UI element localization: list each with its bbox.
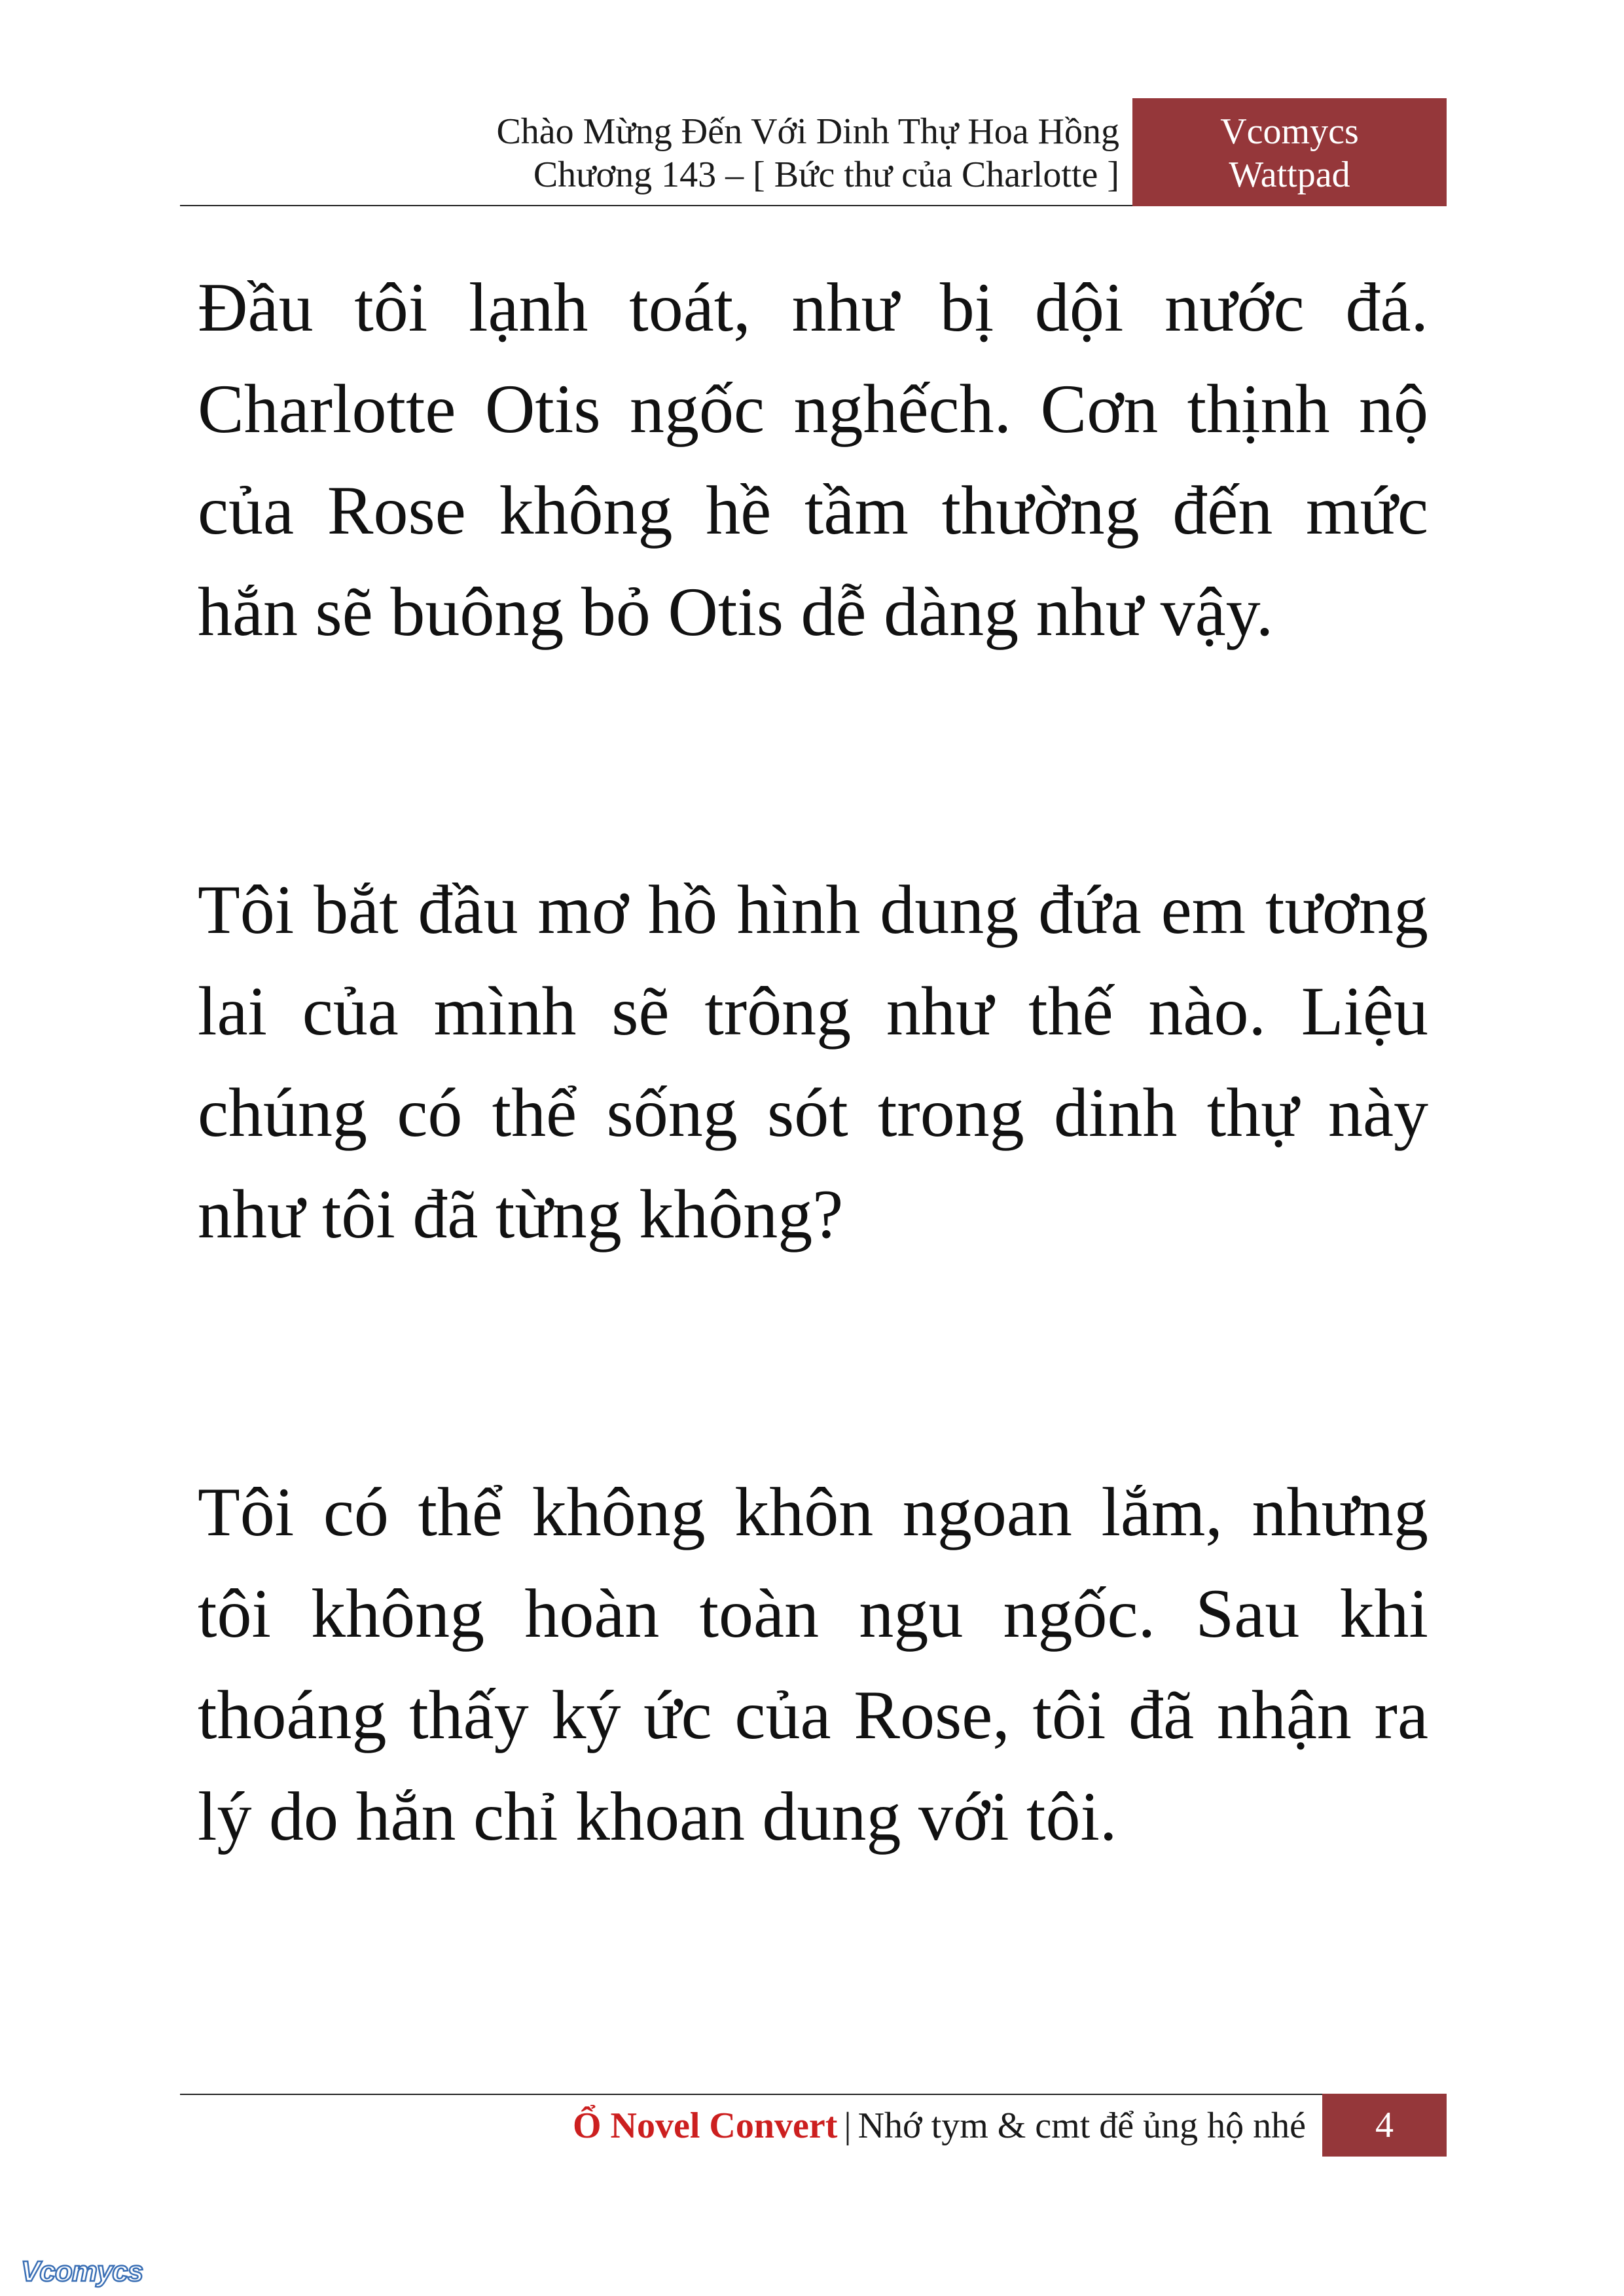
footer-brand: Ổ Novel Convert (573, 2105, 838, 2146)
footer-separator: | (844, 2105, 852, 2146)
paragraph-3: Tôi có thể không khôn ngoan lắm, nhưng tôi không hoàn toàn ngu ngốc. Sau khi thoáng thấy ký ức của Rose, tôi đã nhận ra lý do hắn chỉ khoan dung với tôi. (198, 1474, 1428, 1855)
header-divider (180, 205, 1132, 206)
page-header (180, 98, 1447, 206)
paragraph-1: Đầu tôi lạnh toát, như bị dội nước đá. Charlotte Otis ngốc nghếch. Cơn thịnh nộ của Rose không hề tầm thường đến mức hắn sẽ buông bỏ Otis dễ dàng như vậy. (198, 269, 1428, 650)
footer-text (573, 2103, 1306, 2149)
chapter-title: Chương 143 – [ Bức thư của Charlotte ] (533, 155, 1119, 195)
vcomycs-watermark-logo (18, 2252, 169, 2291)
page-number: 4 (1322, 2094, 1447, 2157)
header-titles (496, 110, 1119, 196)
footer-note: Nhớ tym & cmt để ủng hộ nhé (857, 2105, 1306, 2146)
footer-divider (180, 2094, 1322, 2095)
chapter-body (198, 257, 1428, 1867)
source-badge (1132, 98, 1447, 206)
paragraph-2: Tôi bắt đầu mơ hồ hình dung đứa em tương lai của mình sẽ trông như thế nào. Liệu chúng có thể sống sót trong dinh thự này như tôi đã từng không? (198, 871, 1428, 1252)
source-badge-line1: Vcomycs (1220, 111, 1359, 152)
source-badge-line2: Wattpad (1229, 155, 1350, 195)
svg-text:Vcomycs: Vcomycs (21, 2255, 143, 2287)
page-footer (180, 2094, 1447, 2157)
book-title: Chào Mừng Đến Với Dinh Thự Hoa Hồng (496, 111, 1119, 152)
